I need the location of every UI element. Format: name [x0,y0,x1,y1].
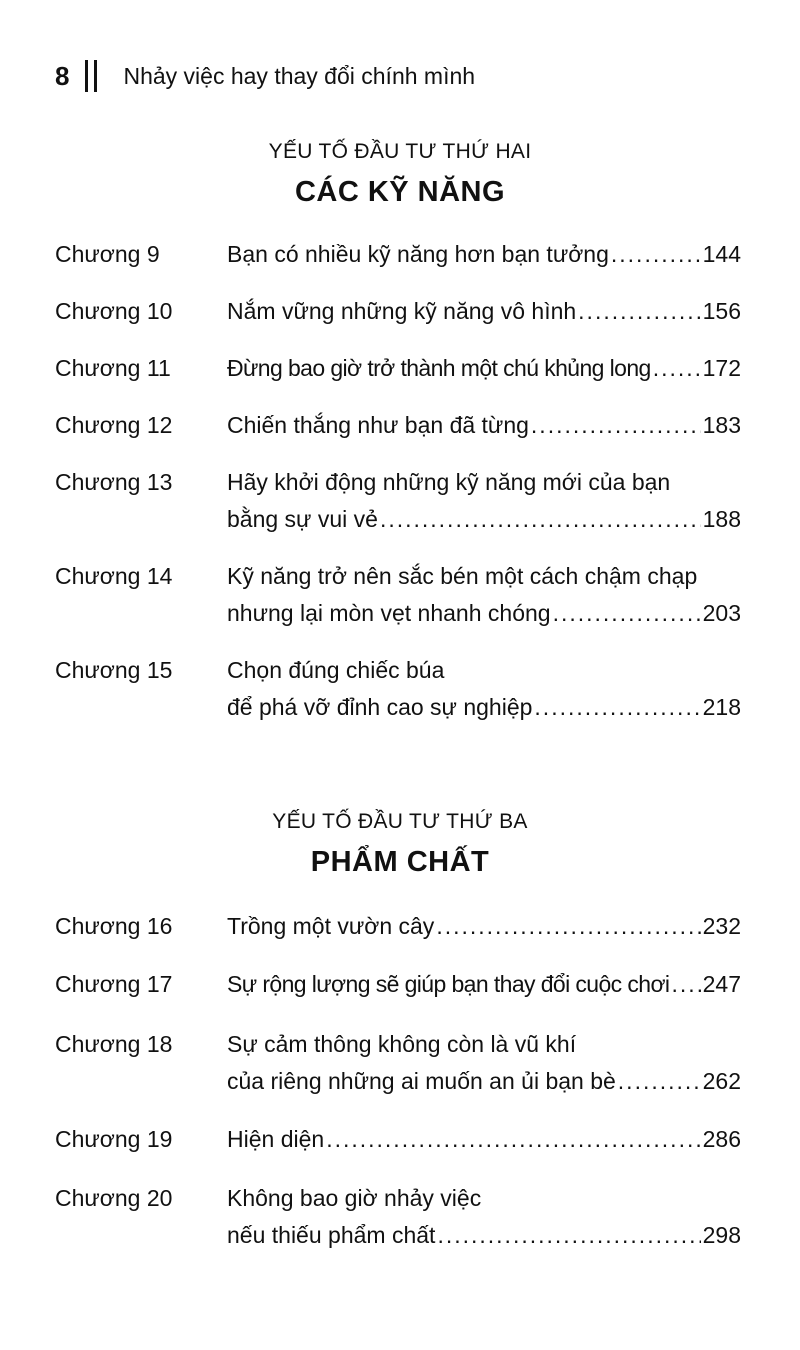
dot-leader [618,1063,701,1100]
entry-title: Không bao giờ nhảy việc [227,1185,482,1211]
entry-title: Chọn đúng chiếc búa [227,657,445,683]
page-ref: 247 [702,971,741,997]
dot-leader [380,501,701,538]
section-kicker: YẾU TỐ ĐẦU TƯ THỨ HAI [268,140,532,163]
dot-leader [531,407,701,444]
dot-leader [578,293,700,330]
page-ref: 218 [702,694,741,720]
dot-leader [653,350,701,387]
entry-title: Đừng bao giờ trở thành một chú khủng long [227,355,651,381]
chapter-label: Chương 14 [55,563,173,589]
entry-title: Chiến thắng như bạn đã từng [227,412,529,438]
chapter-label: Chương 20 [55,1185,173,1211]
section-title: CÁC KỸ NĂNG [294,176,506,208]
section-title: PHẨM CHẤT [310,846,490,878]
dot-leader [534,689,700,726]
dot-leader [671,966,700,1003]
page-ref: 183 [702,412,741,438]
entry-title: Sự cảm thông không còn là vũ khí [227,1031,577,1057]
dot-leader [436,908,700,945]
page-ref: 156 [702,298,741,324]
chapter-label: Chương 19 [55,1126,173,1152]
entry-title: Hãy khởi động những kỹ năng mới của bạn [227,469,671,495]
chapter-label: Chương 17 [55,971,173,997]
chapter-label: Chương 10 [55,298,173,324]
page-ref: 172 [702,355,741,381]
entry-title: Sự rộng lượng sẽ giúp bạn thay đổi cuộc chơi [227,971,670,997]
page-ref: 144 [702,241,741,267]
entry-title: nếu thiếu phẩm chất [227,1222,436,1248]
entry-title: của riêng những ai muốn an ủi bạn bè [227,1068,616,1094]
chapter-label: Chương 15 [55,657,173,683]
chapter-label: Chương 12 [55,412,173,438]
page-ref: 286 [702,1126,741,1152]
section-character [0,810,800,879]
page-ref: 188 [702,506,741,532]
page-number: 8 [55,60,70,91]
entry-title: Kỹ năng trở nên sắc bén một cách chậm chạp [227,563,698,589]
section-skills [0,140,800,209]
page-ref: 232 [702,913,741,939]
running-title: Nhảy việc hay thay đổi chính mình [123,62,476,89]
chapter-label: Chương 16 [55,913,173,939]
dot-leader [553,595,701,632]
entry-title: Nắm vững những kỹ năng vô hình [227,298,577,324]
page-ref: 298 [702,1222,741,1248]
dot-leader [326,1121,700,1158]
page-ref: 203 [702,600,741,626]
dot-leader [611,236,701,273]
chapter-label: Chương 9 [55,241,160,267]
entry-title: để phá vỡ đỉnh cao sự nghiệp [227,694,533,720]
chapter-label: Chương 11 [55,355,171,381]
dot-leader [437,1217,700,1254]
entry-title: bằng sự vui vẻ [227,506,378,532]
entry-title: nhưng lại mòn vẹt nhanh chóng [227,600,551,626]
entry-title: Hiện diện [227,1126,325,1152]
page-header [55,58,475,94]
chapter-label: Chương 18 [55,1031,173,1057]
section-kicker: YẾU TỐ ĐẦU TƯ THỨ BA [272,810,528,833]
entry-title: Trồng một vườn cây [227,913,435,939]
header-divider [85,60,97,92]
chapter-label: Chương 13 [55,469,173,495]
page-ref: 262 [702,1068,741,1094]
entry-title: Bạn có nhiều kỹ năng hơn bạn tưởng [227,241,609,267]
